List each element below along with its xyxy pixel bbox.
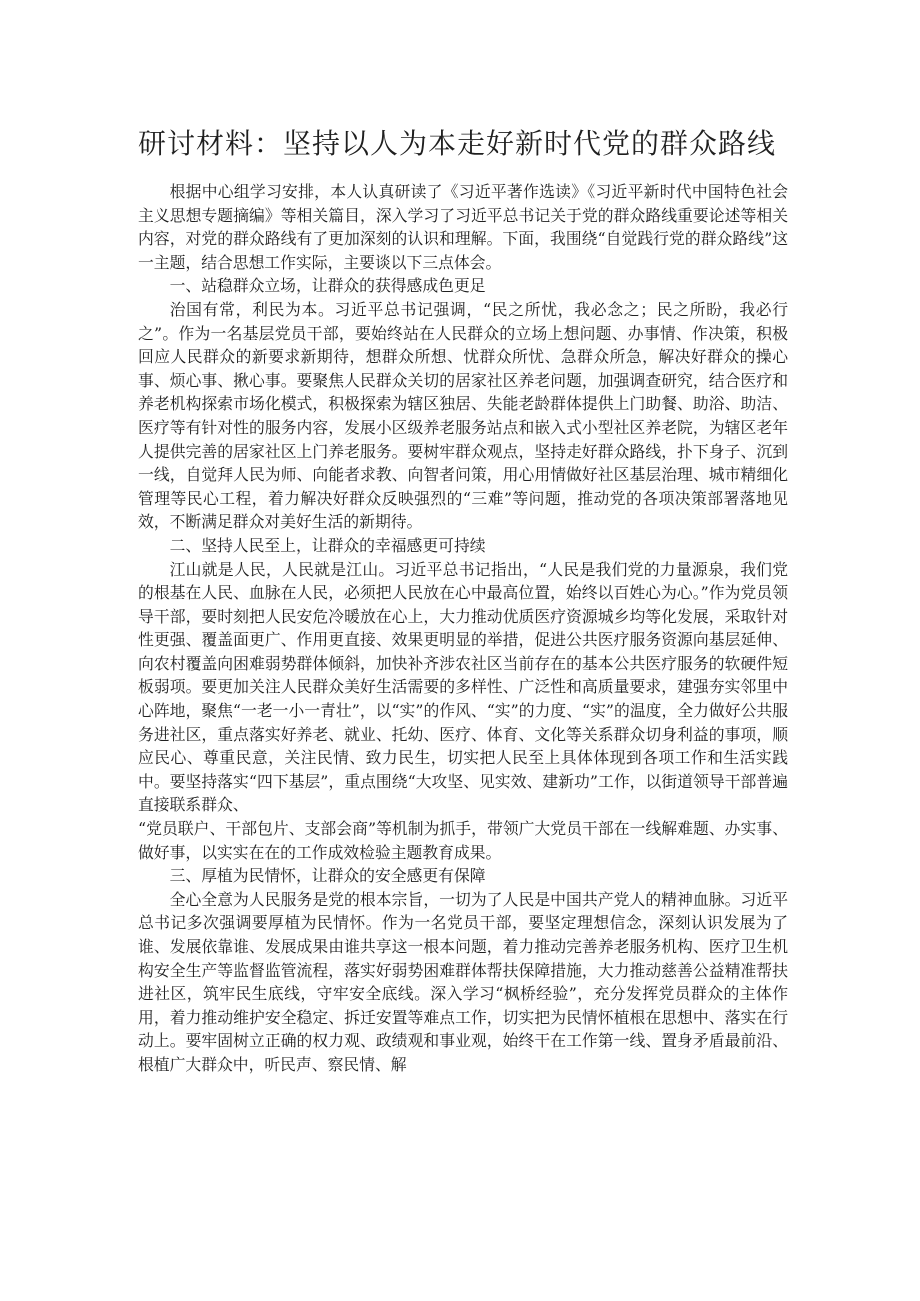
section-3-heading: 三、厚植为民情怀，让群众的安全感更有保障 [169, 866, 486, 886]
section-3-paragraph: 全心全意为人民服务是党的根本宗旨，一切为了人民是中国共产党人的精神血脉。习近平总书记多次强调要厚植为民情怀。作为一名党员干部，要坚定理想信念，深刻认识发展为了谁、发展依靠谁、发展成果由谁共享这一根本问题，着力推动完善养老服务机构、医疗卫生机构安全生产等监督监管流程，落实好弱势困难群体帮扶保障措施，大力推动慈善公益精准帮扶进社区，筑牢民生底线，守牢安全底线。深入学习“枫桥经验”，充分发挥党员群众的主体作用，着力推动维护安全稳定、拆迁安置等难点工作，切实把为民情怀植根在思想中、落实在行动上。要牢固树立正确的权力观、政绩观和事业观，始终干在工作第一线、置身矛盾最前沿、根植广大群众中，听民声、察民情、解 [138, 889, 788, 1074]
section-2-heading: 二、坚持人民至上，让群众的幸福感更可持续 [169, 535, 486, 555]
document-body [138, 180, 788, 1077]
section-2-paragraph: 江山就是人民，人民就是江山。习近平总书记指出，“人民是我们党的力量源泉，我们党的根基在人民、血脉在人民，必须把人民放在心中最高位置，始终以百姓心为心。”作为党员领导干部，要时刻把人民安危冷暖放在心上，大力推动优质医疗资源城乡均等化发展，采取针对性更强、覆盖面更广、作用更直接、效果更明显的举措，促进公共医疗服务资源向基层延伸、向农村覆盖向困难弱势群体倾斜，加快补齐涉农社区当前存在的基本公共医疗服务的软硬件短板弱项。要更加关注人民群众美好生活需要的多样性、广泛性和高质量要求，建强夯实邻里中心阵地，聚焦“一老一小一青壮”，以“实”的作风、“实”的力度、“实”的温度，全力做好公共服务进社区，重点落实好养老、就业、托幼、医疗、体育、文化等关系群众切身利益的事项，顺应民心、尊重民意，关注民情、致力民生，切实把人民至上具体体现到各项工作和生活实践中。要坚持落实“四下基层”，重点围绕“大攻坚、见实效、建新功”工作，以街道领导干部普遍直接联系群众、 [138, 559, 788, 815]
section-1-heading: 一、站稳群众立场，让群众的获得感成色更足 [169, 276, 486, 296]
document-title: 研讨材料：坚持以人为本走好新时代党的群众路线 [138, 127, 777, 160]
section-1-paragraph: 治国有常，利民为本。习近平总书记强调，“民之所忧，我必念之；民之所盼，我必行之”。作为一名基层党员干部，要始终站在人民群众的立场上想问题、办事情、作决策，积极回应人民群众的新要求新期待，想群众所想、忧群众所忧、急群众所急，解决好群众的操心事、烦心事、揪心事。要聚焦人民群众关切的居家社区养老问题，加强调查研究，结合医疗和养老机构探索市场化模式，积极探索为辖区独居、失能老龄群体提供上门助餐、助浴、助洁、医疗等有针对性的服务内容，发展小区级养老服务站点和嵌入式小型社区养老院，为辖区老年人提供完善的居家社区上门养老服务。要树牢群众观点，坚持走好群众路线，扑下身子、沉到一线，自觉拜人民为师、向能者求教、向智者问策，用心用情做好社区基层治理、城市精细化管理等民心工程，着力解决好群众反映强烈的“三难”等问题，推动党的各项决策部署落地见效，不断满足群众对美好生活的新期待。 [138, 299, 788, 532]
section-2-paragraph-continued: “党员联户、干部包片、支部会商”等机制为抓手，带领广大党员干部在一线解难题、办实事、做好事，以实实在在的工作成效检验主题教育成果。 [138, 819, 788, 862]
intro-paragraph: 根据中心组学习安排，本人认真研读了《习近平著作选读》《习近平新时代中国特色社会主义思想专题摘编》等相关篇目，深入学习了习近平总书记关于党的群众路线重要论述等相关内容，对党的群众路线有了更加深刻的认识和理解。下面，我围绕“自觉践行党的群众路线”这一主题，结合思想工作实际，主要谈以下三点体会。 [138, 182, 788, 272]
